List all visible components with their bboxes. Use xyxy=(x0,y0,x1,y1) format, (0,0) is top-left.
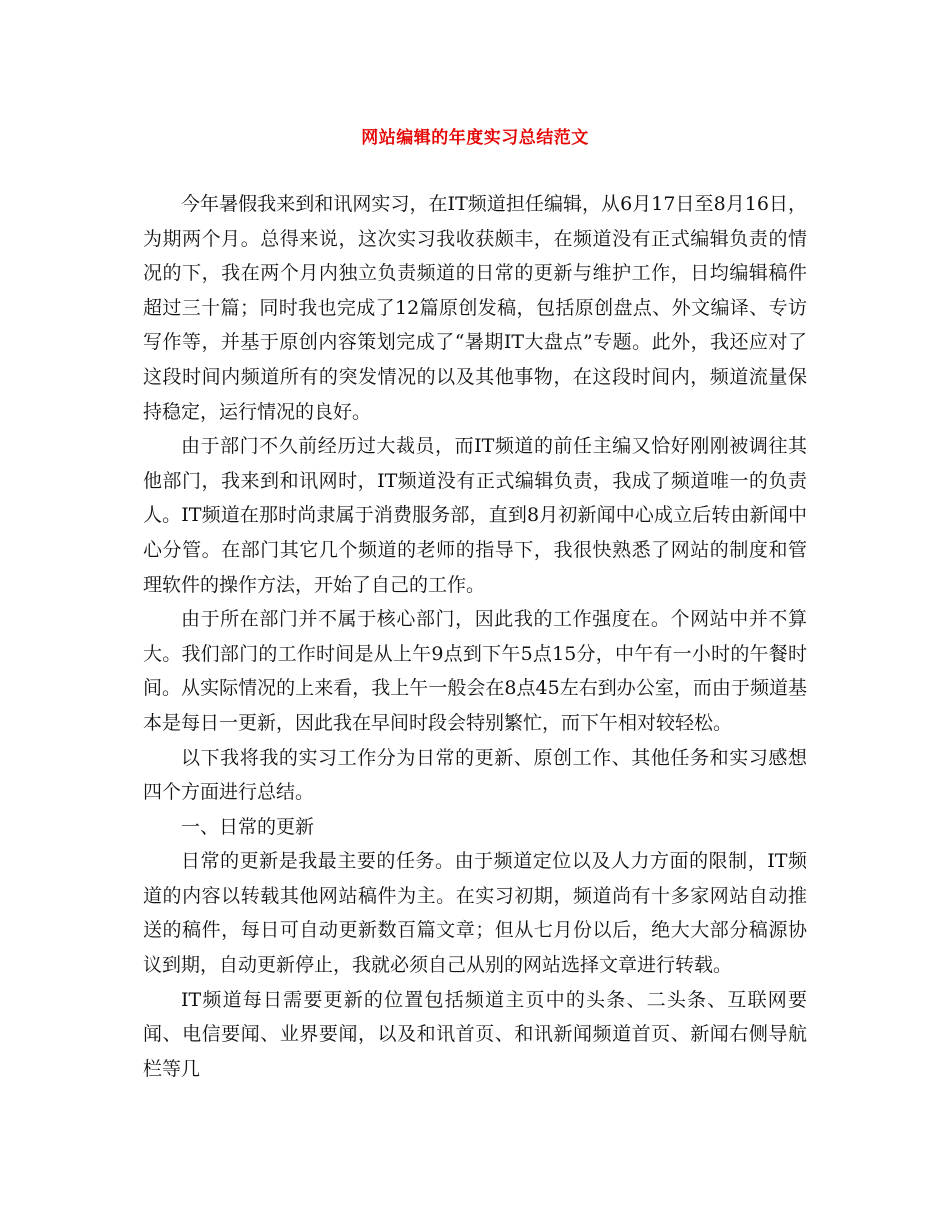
paragraph: IT频道每日需要更新的位置包括频道主页中的头条、二头条、互联网要闻、电信要闻、业界要闻，以及和讯首页、和讯新闻频道首页、新闻右侧导航栏等几 xyxy=(143,988,807,1080)
paragraph: 日常的更新是我最主要的任务。由于频道定位以及人力方面的限制，IT频道的内容以转载其他网站稿件为主。在实习初期，频道尚有十多家网站自动推送的稿件，每日可自动更新数百篇文章；但从七月份以后，绝大大部分稿源协议到期，自动更新停止，我就必须自己从别的网站选择文章进行转载。 xyxy=(143,850,807,977)
document-body xyxy=(143,187,807,1086)
section-heading: 一、日常的更新 xyxy=(181,815,315,838)
paragraph: 由于所在部门并不属于核心部门，因此我的工作强度在。个网站中并不算大。我们部门的工作时间是从上午9点到下午5点15分，中午有一小时的午餐时间。从实际情况的上来看，我上午一般会在8点45左右到办公室，而由于频道基本是每日一更新，因此我在早间时段会特别繁忙，而下午相对较轻松。 xyxy=(143,608,807,734)
paragraph: 今年暑假我来到和讯网实习，在IT频道担任编辑，从6月17日至8月16日，为期两个月。总得来说，这次实习我收获颇丰，在频道没有正式编辑负责的情况的下，我在两个月内独立负责频道的日常的更新与维护工作，日均编辑稿件超过三十篇；同时我也完成了12篇原创发稿，包括原创盘点、外文编译、专访写作等，并基于原创内容策划完成了“暑期IT大盘点”专题。此外，我还应对了这段时间内频道所有的突发情况的以及其他事物，在这段时间内，频道流量保持稳定，运行情况的良好。 xyxy=(143,193,807,423)
document-title: 网站编辑的年度实习总结范文 xyxy=(361,128,589,148)
paragraph: 以下我将我的实习工作分为日常的更新、原创工作、其他任务和实习感想四个方面进行总结。 xyxy=(143,746,807,804)
paragraph: 由于部门不久前经历过大裁员，而IT频道的前任主编又恰好刚刚被调往其他部门，我来到和讯网时，IT频道没有正式编辑负责，我成了频道唯一的负责人。IT频道在那时尚隶属于消费服务部，直到8月初新闻中心成立后转由新闻中心分管。在部门其它几个频道的老师的指导下，我很快熟悉了网站的制度和管理软件的操作方法，开始了自己的工作。 xyxy=(143,435,807,596)
